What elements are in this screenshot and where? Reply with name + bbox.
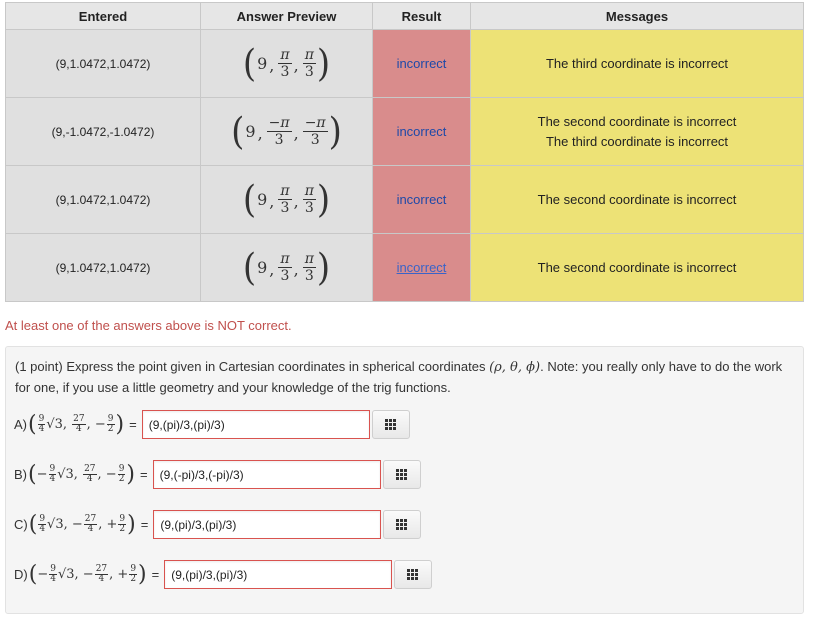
results-table	[5, 2, 804, 302]
part-label: D)	[14, 567, 28, 582]
part-label: C)	[14, 517, 28, 532]
message-line: The second coordinate is incorrect	[537, 113, 737, 129]
entered-cell: (9,1.0472,1.0472)	[6, 234, 201, 302]
grid-icon	[396, 519, 408, 531]
problem-text-after: . Note: you really only have to do the work for one, if you use a little geometry and your knowledge of the trig functions.	[15, 359, 783, 395]
equation-editor-button[interactable]	[383, 460, 421, 489]
results-header-row	[6, 3, 804, 30]
result-link[interactable]: incorrect	[396, 260, 447, 275]
message-line: The second coordinate is incorrect	[537, 259, 737, 275]
result-cell[interactable]	[373, 234, 471, 302]
equals-sign: =	[129, 417, 137, 432]
message-line: The third coordinate is incorrect	[545, 133, 729, 149]
preview-math: ( 9 , $\frac{-\pi}{3}$ , $\frac{-\pi}{3}$ )	[231, 109, 342, 154]
part-c	[14, 510, 421, 539]
cartesian-point: ( 9 4 √3 , 27 4 , − $\frac{9}{2}$ )	[28, 412, 125, 437]
result-cell	[373, 166, 471, 234]
answer-preview-cell	[201, 30, 373, 98]
message-line: The third coordinate is incorrect	[545, 55, 729, 71]
table-row	[6, 234, 804, 302]
part-label: A)	[14, 417, 27, 432]
messages-cell	[471, 98, 804, 166]
message-line: The second coordinate is incorrect	[537, 191, 737, 207]
header-entered: Entered	[6, 3, 201, 30]
messages-cell	[471, 166, 804, 234]
grid-icon	[407, 569, 419, 581]
equation-editor-button[interactable]	[383, 510, 421, 539]
entered-cell: (9,1.0472,1.0472)	[6, 166, 201, 234]
answer-preview-cell	[201, 98, 373, 166]
part-label: B)	[14, 467, 27, 482]
table-row	[6, 166, 804, 234]
result-text: incorrect	[396, 192, 447, 207]
spherical-coords: (ρ, θ, ϕ)	[489, 360, 541, 375]
cartesian-point: ( − $\frac{9}{4}$ √3 , − $\frac{27}{4}$ , + $\frac{9}{2}$ )	[28, 562, 147, 587]
part-b	[14, 460, 421, 489]
answer-preview-cell	[201, 166, 373, 234]
equals-sign: =	[140, 517, 149, 532]
problem-text-before: Express the point given in Cartesian coordinates in spherical coordinates	[66, 359, 486, 374]
answer-input-d[interactable]: (9,(pi)/3,(pi)/3)	[164, 560, 392, 589]
table-row	[6, 30, 804, 98]
header-answer-preview: Answer Preview	[201, 3, 373, 30]
grid-icon	[396, 469, 408, 481]
equation-editor-button[interactable]	[394, 560, 432, 589]
messages-cell	[471, 234, 804, 302]
warning-message: At least one of the answers above is NOT correct.	[5, 318, 292, 333]
header-messages: Messages	[471, 3, 804, 30]
answer-input-b[interactable]: (9,(-pi)/3,(-pi)/3)	[153, 460, 381, 489]
messages-cell	[471, 30, 804, 98]
preview-math: ( 9 , $\frac{\pi}{3}$ , $\frac{\pi}{3}$ )	[242, 245, 331, 290]
table-row	[6, 98, 804, 166]
points-label: (1 point)	[15, 359, 63, 374]
answer-preview-cell	[201, 234, 373, 302]
problem-statement	[15, 357, 795, 398]
equals-sign: =	[140, 467, 148, 482]
equals-sign: =	[151, 567, 160, 582]
cartesian-point: ( − $\frac{9}{4}$ √3 , 27 4 , − $\frac{9}{2}$ )	[28, 462, 136, 487]
part-a	[14, 410, 410, 439]
entered-cell: (9,1.0472,1.0472)	[6, 30, 201, 98]
preview-math: ( 9 , $\frac{\pi}{3}$ , $\frac{\pi}{3}$ )	[242, 177, 331, 222]
problem-box	[5, 346, 804, 614]
answer-input-c[interactable]: (9,(pi)/3,(pi)/3)	[153, 510, 381, 539]
result-text: incorrect	[396, 124, 447, 139]
equation-editor-button[interactable]	[372, 410, 410, 439]
result-cell	[373, 98, 471, 166]
result-cell	[373, 30, 471, 98]
preview-math: ( 9 , $\frac{\pi}{3}$ , $\frac{\pi}{3}$ )	[242, 41, 331, 86]
part-d	[14, 560, 432, 589]
grid-icon	[385, 419, 397, 431]
entered-cell: (9,-1.0472,-1.0472)	[6, 98, 201, 166]
cartesian-point: ( 9 4 √3 , − $\frac{27}{4}$ , + $\frac{9}{2}$ )	[28, 512, 136, 537]
header-result: Result	[373, 3, 471, 30]
answer-input-a[interactable]: (9,(pi)/3,(pi)/3)	[142, 410, 370, 439]
result-text: incorrect	[396, 56, 447, 71]
